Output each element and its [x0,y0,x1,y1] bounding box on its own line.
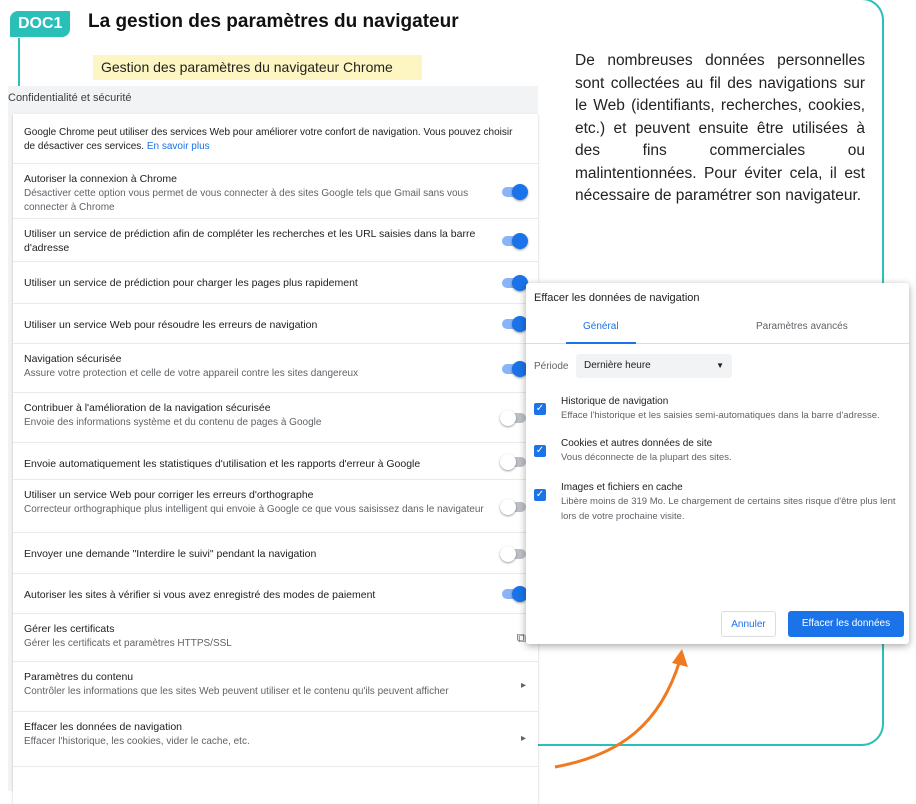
checkbox[interactable]: ✓ [535,489,545,500]
settings-row[interactable] [13,219,538,262]
period-value: Dernière heure [584,360,651,371]
settings-row[interactable] [13,393,538,443]
settings-row[interactable] [13,344,538,393]
checkbox[interactable]: ✓ [535,403,545,414]
toggle-switch[interactable] [502,187,526,197]
settings-row-title: Navigation sécurisée [24,353,122,365]
settings-row-subtitle: Gérer les certificats et paramètres HTTPS/SSL [24,638,232,649]
settings-row-title: Envoie automatiquement les statistiques d'utilisation et les rapports d'erreur à Google [24,458,421,470]
settings-row-subtitle: Effacer l'historique, les cookies, vider le cache, etc. [24,736,250,747]
toggle-knob [512,233,528,249]
settings-row[interactable] [13,712,538,767]
cancel-button[interactable]: Annuler [721,611,776,637]
settings-row[interactable] [13,304,538,344]
settings-intro-text: Google Chrome peut utiliser des services Web pour améliorer votre confort de navigation. Vous pouvez choisir de désactiver ces services. [24,127,513,152]
settings-row-title: Utiliser un service Web pour résoudre les erreurs de navigation [24,319,318,331]
figure-caption: Gestion des paramètres du navigateur Chrome [93,55,422,80]
dialog-title: Effacer les données de navigation [534,292,700,304]
clear-data-button[interactable]: Effacer les données [788,611,904,637]
clear-option-subtitle: Efface l'historique et les saisies semi-automatiques dans la barre d'adresse. [561,410,880,421]
clear-option-subtitle: Vous déconnecte de la plupart des sites. [561,452,732,463]
settings-card [13,114,538,804]
toggle-switch[interactable] [502,319,526,329]
settings-row-title: Utiliser un service Web pour corriger les erreurs d'orthographe [24,489,314,501]
frame-connector [18,38,20,88]
settings-row-title: Utiliser un service de prédiction pour charger les pages plus rapidement [24,277,358,289]
settings-row-title: Contribuer à l'amélioration de la navigation sécurisée [24,402,271,414]
toggle-knob [500,454,516,470]
settings-row[interactable] [13,533,538,574]
settings-row-subtitle: Assure votre protection et celle de votre appareil contre les sites dangereux [24,368,359,379]
checkbox[interactable]: ✓ [535,445,545,456]
settings-row-title: Gérer les certificats [24,623,115,635]
toggle-knob [512,184,528,200]
toggle-switch[interactable] [502,549,526,559]
settings-row[interactable] [13,574,538,614]
pointer-arrow-icon [550,645,700,775]
settings-row-subtitle: Correcteur orthographique plus intelligent qui envoie à Google ce que vous saisissez dans le navigateur [24,504,484,515]
tab-advanced[interactable]: Paramètres avancés [756,321,848,332]
toggle-switch[interactable] [502,236,526,246]
settings-intro [13,114,538,164]
toggle-knob [500,546,516,562]
clear-option-title: Historique de navigation [561,396,669,407]
toggle-switch[interactable] [502,364,526,374]
clear-option-title: Cookies et autres données de site [561,438,713,449]
settings-row-title: Autoriser les sites à vérifier si vous avez enregistré des modes de paiement [24,589,376,601]
tab-indicator [566,342,636,344]
period-label: Période [534,361,569,372]
settings-row[interactable] [13,164,538,219]
chevron-right-icon[interactable]: ▸ [520,680,526,691]
settings-row-subtitle: Contrôler les informations que les sites Web peuvent utiliser et le contenu qu'ils peuvent afficher [24,686,449,697]
toggle-knob [500,410,516,426]
toggle-knob [500,499,516,515]
settings-row-title: Utiliser un service de prédiction afin de compléter les recherches et les URL saisies dans la barre d'adresse [24,228,476,254]
period-select[interactable] [576,354,732,378]
clear-option-subtitle: Libère moins de 319 Mo. Le chargement de certains sites risque d'être plus lent lors de votre prochaine visite. [561,496,896,522]
settings-row[interactable] [13,614,538,662]
clear-option-title: Images et fichiers en cache [561,482,683,493]
settings-panel [8,86,538,791]
settings-row[interactable] [13,443,538,480]
dropdown-arrow-icon: ▼ [716,361,724,370]
learn-more-link[interactable]: En savoir plus [146,141,210,152]
doc-badge: DOC1 [10,11,70,37]
external-link-icon[interactable]: ⧉ [516,630,526,645]
settings-row-title: Envoyer une demande "Interdire le suivi" pendant la navigation [24,548,317,560]
toggle-switch[interactable] [502,502,526,512]
toggle-switch[interactable] [502,278,526,288]
settings-row-title: Paramètres du contenu [24,671,134,683]
toggle-switch[interactable] [502,589,526,599]
intro-paragraph: De nombreuses données personnelles sont collectées au fil des navigations sur le Web (identifiants, recherches, cookies, etc.) et peuvent ensuite être utilisées à des fins commerciales ou malintentionnées. Pour éviter cela, il est nécessaire de paramétrer son navigateur. [575,52,865,204]
toggle-switch[interactable] [502,457,526,467]
settings-row[interactable] [13,262,538,304]
settings-row-subtitle: Envoie des informations système et du contenu de pages à Google [24,417,322,428]
section-title: Confidentialité et sécurité [8,92,132,104]
toggle-switch[interactable] [502,413,526,423]
settings-row[interactable] [13,480,538,533]
settings-row-title: Effacer les données de navigation [24,721,183,733]
tab-general[interactable]: Général [583,321,619,332]
settings-row-title: Autoriser la connexion à Chrome [24,173,177,185]
settings-row-subtitle: Désactiver cette option vous permet de vous connecter à des sites Google tels que Gmail sans vous connecter à Chrome [24,188,469,213]
doc-title: La gestion des paramètres du navigateur [88,11,459,32]
chevron-right-icon[interactable]: ▸ [520,732,526,744]
clear-data-dialog [526,283,909,644]
settings-row[interactable] [13,662,538,712]
